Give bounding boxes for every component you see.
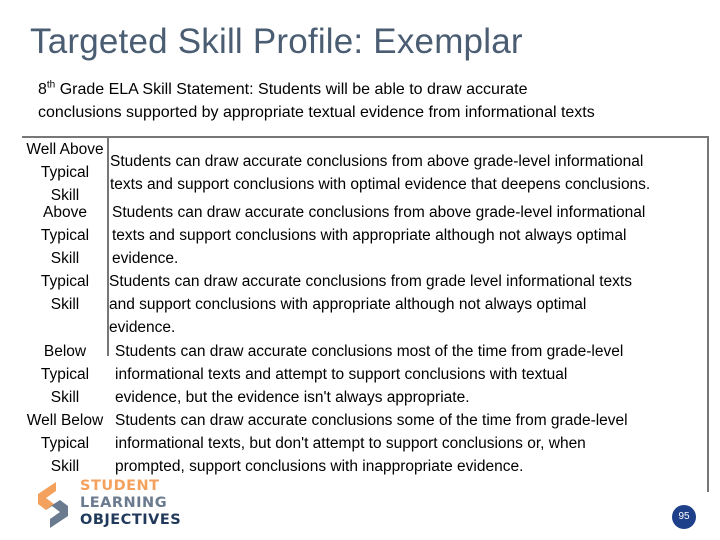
level-description (109, 270, 709, 339)
level-line: Skill (50, 296, 80, 313)
description-line: Students can draw accurate conclusions some of the time from grade-level (115, 412, 628, 429)
level-label (22, 270, 108, 316)
level-line: Skill (50, 187, 80, 204)
level-label (22, 201, 108, 270)
page-number-badge: 95 (672, 505, 696, 529)
logo-line-objectives: OBJECTIVES (80, 512, 182, 528)
level-description (115, 340, 715, 409)
description-line: informational texts and attempt to support conclusions with textual (115, 366, 568, 383)
slo-logo-mark-icon (32, 480, 74, 530)
skill-statement (38, 78, 714, 124)
level-line: Typical (40, 435, 90, 452)
level-description (110, 150, 710, 196)
level-line: Well Above (26, 141, 104, 158)
level-line: Typical (40, 227, 90, 244)
description-line: prompted, support conclusions with inappropriate evidence. (115, 458, 524, 475)
slo-logo-text (80, 478, 181, 529)
level-line: Skill (50, 389, 80, 406)
logo-line-student: STUDENT (80, 478, 160, 494)
description-line: texts and support conclusions with appropriate although not always optimal (112, 227, 627, 244)
description-line: and support conclusions with appropriate although not always optimal (109, 296, 587, 313)
description-line: Students can draw accurate conclusions from above grade-level informational (112, 204, 646, 221)
level-label (22, 409, 108, 478)
skill-statement-line-2: conclusions supported by appropriate textual evidence from informational texts (38, 104, 595, 121)
description-line: texts and support conclusions with optimal evidence that deepens conclusions. (110, 176, 651, 193)
level-line: Typical (40, 366, 90, 383)
level-line: Skill (50, 250, 80, 267)
description-line: evidence, but the evidence isn't always appropriate. (115, 389, 470, 406)
level-description (112, 201, 712, 270)
description-line: Students can draw accurate conclusions from grade level informational texts (109, 273, 632, 290)
description-line: Students can draw accurate conclusions most of the time from grade-level (115, 343, 624, 360)
level-label (22, 340, 108, 409)
level-description (115, 409, 715, 478)
level-line: Above (43, 204, 87, 221)
logo-line-learning: LEARNING (80, 495, 168, 511)
level-line: Skill (50, 458, 80, 475)
level-line: Typical (40, 273, 90, 290)
description-line: informational texts, but don't attempt to support conclusions or, when (115, 435, 586, 452)
description-line: evidence. (112, 250, 179, 267)
slide-title: Targeted Skill Profile: Exemplar (30, 22, 523, 61)
level-line: Well Below (26, 412, 104, 429)
statement-text-1: Grade ELA Skill Statement: Students will be able to draw accurate (55, 81, 528, 98)
grade-suffix: th (46, 79, 56, 91)
grade-number: 8 (38, 81, 47, 98)
description-line: Students can draw accurate conclusions from above grade-level informational (110, 153, 644, 170)
slo-logo (32, 478, 212, 534)
level-line: Typical (40, 164, 90, 181)
description-line: evidence. (109, 319, 176, 336)
level-line: Below (43, 343, 87, 360)
skill-statement-line-1 (38, 78, 714, 101)
level-label (22, 138, 108, 207)
